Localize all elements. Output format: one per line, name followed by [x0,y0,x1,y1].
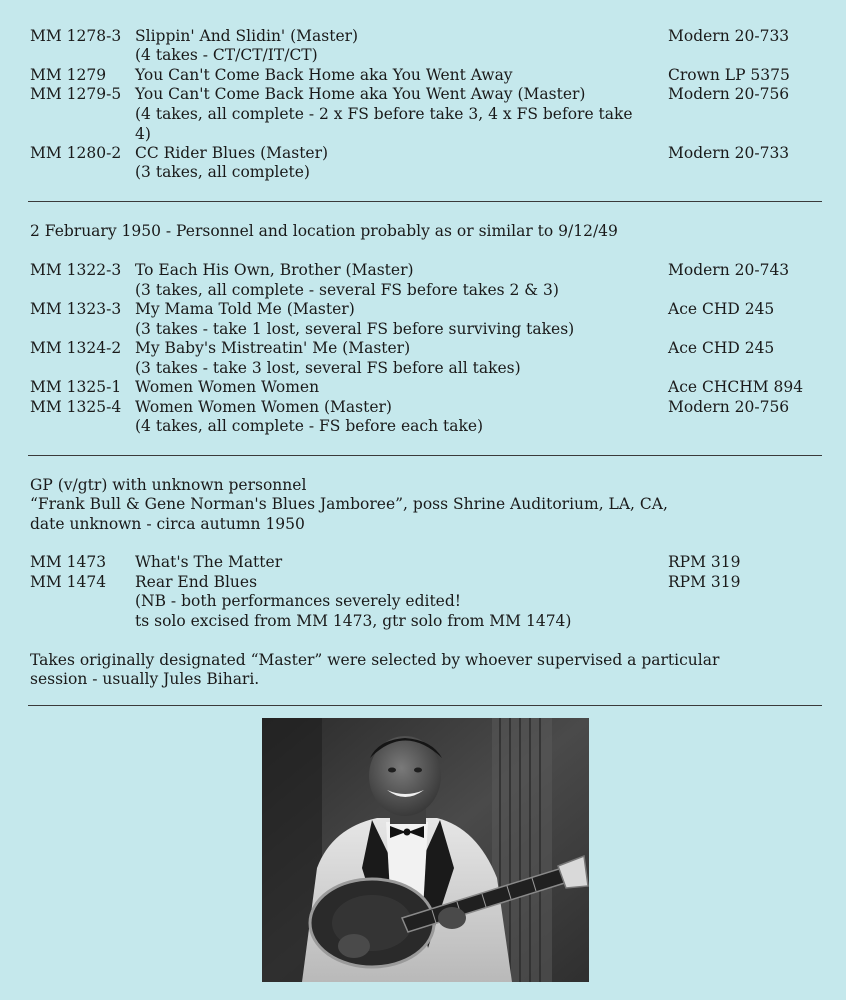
matrix-number: MM 1473 [30,553,107,571]
song-title: To Each His Own, Brother (Master) [135,261,414,279]
take-note [0,417,846,437]
take-note [0,320,846,340]
song-title: My Mama Told Me (Master) [135,300,355,318]
footnote: Takes originally designated “Master” were selected by whoever supervised a particular [30,651,720,669]
footnote: session - usually Jules Bihari. [30,670,260,688]
take-detail: (3 takes - take 3 lost, several FS before all takes) [135,359,521,377]
section-divider [28,455,822,456]
session-entry [0,573,846,593]
take-note [0,592,846,612]
catalog-number: Modern 20-733 [668,144,790,162]
section-divider [28,705,822,706]
song-title: CC Rider Blues (Master) [135,144,329,162]
session-header: “Frank Bull & Gene Norman's Blues Jamboree”, poss Shrine Auditorium, LA, CA, [30,495,668,513]
catalog-number: Modern 20-733 [668,27,790,45]
session-entry [0,378,846,398]
take-note [0,612,846,632]
take-detail: (4 takes, all complete - FS before each take) [135,417,484,435]
take-detail: (4 takes, all complete - 2 x FS before take 3, 4 x FS before take 4) [135,105,633,143]
session-entry [0,398,846,418]
matrix-number: MM 1323-3 [30,300,122,318]
session-header: date unknown - circa autumn 1950 [30,515,305,533]
session-entry [0,261,846,281]
song-title: Women Women Women [135,378,320,396]
take-note [0,281,846,301]
catalog-number: Crown LP 5375 [668,66,790,84]
catalog-number: RPM 319 [668,573,741,591]
catalog-number: Modern 20-743 [668,261,790,279]
session-entry [0,66,846,86]
matrix-number: MM 1279 [30,66,107,84]
guitarist-photo [262,718,589,982]
matrix-number: MM 1325-4 [30,398,122,416]
matrix-number: MM 1279-5 [30,85,122,103]
take-note [0,105,846,145]
song-title: Women Women Women (Master) [135,398,392,416]
catalog-number: Modern 20-756 [668,85,790,103]
take-detail: (3 takes, all complete) [135,163,310,181]
catalog-number: RPM 319 [668,553,741,571]
session-entry [0,339,846,359]
session-entry [0,85,846,105]
matrix-number: MM 1325-1 [30,378,122,396]
take-note [0,163,846,183]
session-header: GP (v/gtr) with unknown personnel [30,476,307,494]
session-entry [0,27,846,47]
session-header: 2 February 1950 - Personnel and location probably as or similar to 9/12/49 [30,222,618,240]
session-entry [0,144,846,164]
matrix-number: MM 1280-2 [30,144,122,162]
catalog-number: Ace CHCHM 894 [668,378,804,396]
song-title: You Can't Come Back Home aka You Went Away [135,66,513,84]
take-note [0,359,846,379]
catalog-number: Ace CHD 245 [668,300,775,318]
matrix-number: MM 1322-3 [30,261,122,279]
take-detail: (3 takes, all complete - several FS before takes 2 & 3) [135,281,559,299]
take-detail: ts solo excised from MM 1473, gtr solo from MM 1474) [135,612,572,630]
song-title: You Can't Come Back Home aka You Went Away (Master) [135,85,586,103]
song-title: Slippin' And Slidin' (Master) [135,27,359,45]
section-divider [28,201,822,202]
session-entry [0,300,846,320]
matrix-number: MM 1278-3 [30,27,122,45]
song-title: My Baby's Mistreatin' Me (Master) [135,339,411,357]
song-title: What's The Matter [135,553,283,571]
matrix-number: MM 1474 [30,573,107,591]
take-detail: (NB - both performances severely edited! [135,592,462,610]
take-detail: (4 takes - CT/CT/IT/CT) [135,46,318,64]
catalog-number: Ace CHD 245 [668,339,775,357]
catalog-number: Modern 20-756 [668,398,790,416]
matrix-number: MM 1324-2 [30,339,122,357]
song-title: Rear End Blues [135,573,258,591]
take-note [0,46,846,66]
session-entry [0,553,846,573]
take-detail: (3 takes - take 1 lost, several FS before surviving takes) [135,320,575,338]
